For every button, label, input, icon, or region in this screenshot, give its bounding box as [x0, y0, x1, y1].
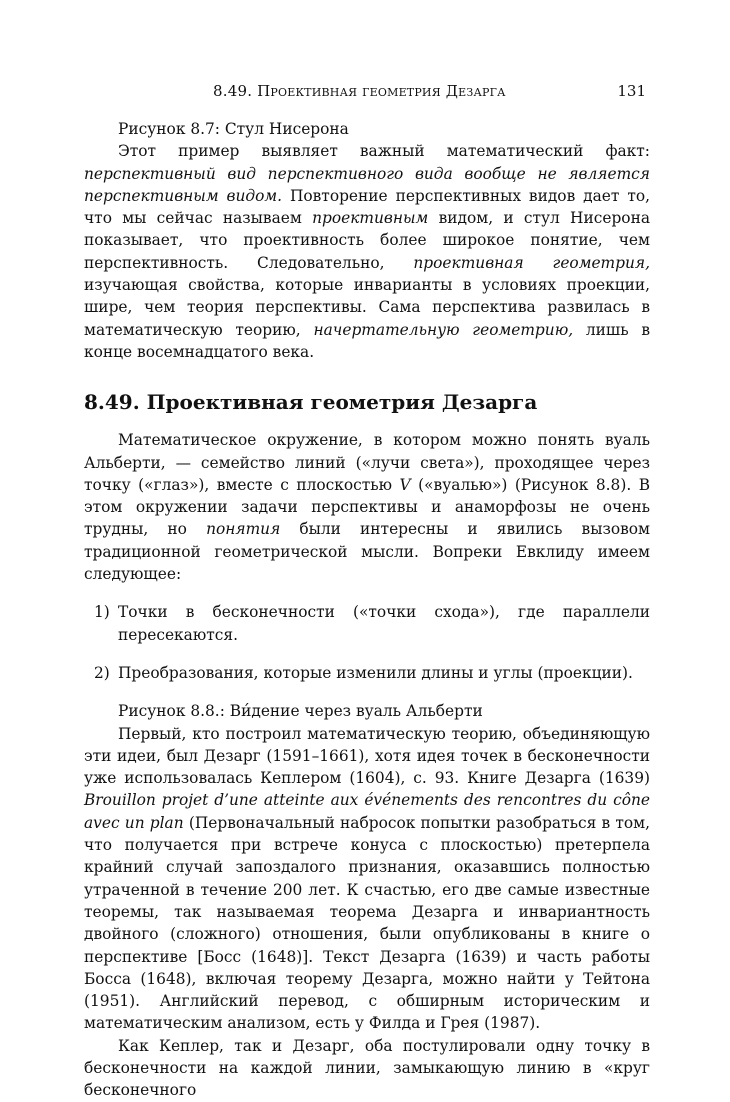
running-header	[84, 82, 650, 110]
paragraph-alberti-veil: Математическое окружение, в котором можно понять вуаль Альберти, — семейство линий («лучи света»), проходящее через точку («глаз»), вместе с плоскостью V («вуалью») (Рисунок 8.8). В этом окружении задачи перспективы и анаморфозы не очень трудны, но понятия были интересны и явились вызовом традиционной геометрической мысли. Вопреки Евклиду имеем следующее:	[84, 431, 651, 584]
list-item-number: 1)	[94, 603, 110, 622]
paragraph-point-at-infinity: Как Кеплер, так и Дезарг, оба постулировали одну точку в бесконечности на каждой линии, замыкающую линию в «круг бесконечного	[84, 1036, 650, 1100]
paragraph-desargues-history: Первый, кто построил математическую теорию, объединяющую эти идеи, был Дезарг (1591–1661), хотя идея точек в бесконечности уже использовалась Кеплером (1604), с. 93. Книге Дезарга (1639) Brouillon projet d’une atteinte aux événements des rencontres du cône avec un plan (Первоначальный набросок попытки разобраться в том, что получается при встрече конуса с плоскостью) претерпела крайний случай запоздалого признания, оказавшись полностью утраченной в течение 200 лет. К счастью, его две самые известные теоремы, так называемая теорема Дезарга и инвариантность двойного (сложного) отношения, были опубликованы в книге о перспективе [Босс (1648)]. Текст Дезарга (1639) и часть работы Босса (1648), включая теорему Дезарга, можно найти у Тейтона (1951). Английский перевод, с обширным историческим и математическим анализом, есть у Филда и Грея (1987).	[84, 724, 650, 1033]
section-heading: 8.49. Проективная геометрия Дезарга	[84, 390, 538, 415]
emphasis-text: перспективный вид перспективного вида вообще не является перспективным видом.	[84, 164, 650, 205]
emphasis-text: понятия	[206, 520, 281, 539]
book-page	[84, 82, 650, 1102]
emphasis-text: проективным	[312, 209, 429, 228]
running-section-number: 8.49.	[213, 82, 253, 100]
emphasis-text: V	[399, 475, 411, 494]
figure-caption-8-8: Рисунок 8.8.: Ви́дение через вуаль Альберти	[118, 702, 483, 721]
emphasis-text: Brouillon projet d’une atteinte aux événements des rencontres du cône avec un plan	[84, 791, 650, 832]
list-item	[84, 662, 650, 684]
emphasis-text: начертательную геометрию,	[313, 320, 574, 339]
list-item-number: 2)	[94, 663, 110, 682]
running-section-title: Проективная геометрия Дезарга	[257, 82, 506, 100]
page-number: 131	[617, 82, 646, 100]
list-item	[84, 601, 650, 646]
numbered-list	[84, 601, 650, 684]
emphasis-text: проективная геометрия,	[413, 253, 650, 272]
list-item-text: Преобразования, которые изменили длины и углы (проекции).	[118, 663, 633, 682]
running-title	[213, 82, 506, 100]
figure-caption-8-7: Рисунок 8.7: Стул Нисерона	[118, 120, 349, 138]
list-item-text: Точки в бесконечности («точки схода»), где параллели пересекаются.	[118, 603, 650, 644]
paragraph-perspective-fact: Этот пример выявляет важный математический факт: перспективный вид перспективного вида вообще не является перспективным видом. Повторение перспективных видов дает то, что мы сейчас называем проективным видом, и стул Нисерона показывает, что проективность более широкое понятие, чем перспективность. Следовательно, проективная геометрия, изучающая свойства, которые инварианты в условиях проекции, шире, чем теория перспективы. Сама перспектива развилась в математическую теорию, начертательную геометрию, лишь в конце восемнадцатого века.	[84, 142, 651, 361]
